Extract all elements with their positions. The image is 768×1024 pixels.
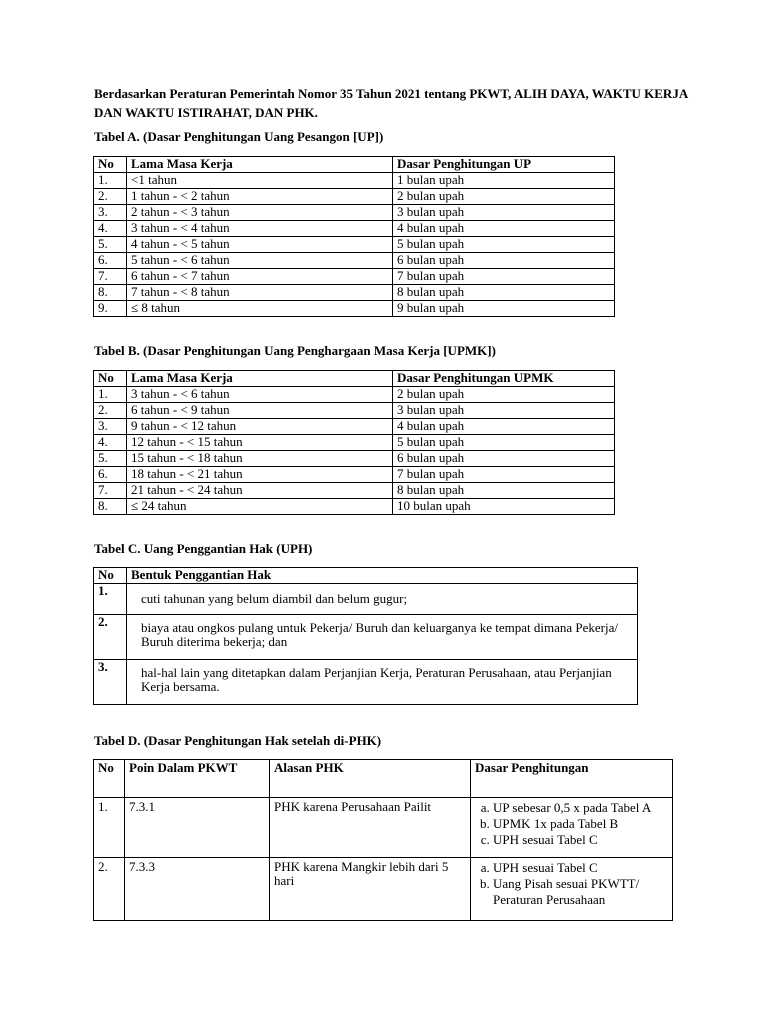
cell-no: 1. [94,584,127,615]
header-poin: Poin Dalam PKWT [125,760,270,798]
header-no: No [94,760,125,798]
cell-no: 4. [94,435,127,451]
cell-no: 5. [94,237,127,253]
cell-no: 4. [94,221,127,237]
cell-no: 7. [94,269,127,285]
table-row [94,499,615,515]
cell-lama: 3 tahun - < 6 tahun [127,387,393,403]
cell-dasar: 2 bulan upah [393,189,615,205]
table-row [94,435,615,451]
cell-bentuk: hal-hal lain yang ditetapkan dalam Perjanjian Kerja, Peraturan Perusahaan, atau Perjanjian Kerja bersama. [127,660,638,705]
table-row [94,403,615,419]
header-no: No [94,371,127,387]
cell-no: 1. [94,798,125,858]
cell-lama: ≤ 24 tahun [127,499,393,515]
table-row [94,798,673,858]
cell-dasar: 4 bulan upah [393,221,615,237]
cell-no: 3. [94,205,127,221]
dasar-list [475,860,668,908]
cell-no: 6. [94,253,127,269]
cell-lama: 18 tahun - < 21 tahun [127,467,393,483]
list-item: a. UPH sesuai Tabel C [493,860,668,876]
table-row [94,451,615,467]
cell-no: 1. [94,387,127,403]
table-header-row [94,568,638,584]
list-item: b. Uang Pisah sesuai PKWTT/ Peraturan Perusahaan [493,876,668,908]
cell-dasar: 3 bulan upah [393,403,615,419]
table-row [94,615,638,660]
cell-dasar: 5 bulan upah [393,237,615,253]
cell-no: 9. [94,301,127,317]
table-row [94,483,615,499]
cell-lama: 4 tahun - < 5 tahun [127,237,393,253]
cell-alasan: PHK karena Perusahaan Pailit [270,798,471,858]
cell-dasar [471,798,673,858]
intro-text: Berdasarkan Peraturan Pemerintah Nomor 35 Tahun 2021 tentang PKWT, ALIH DAYA, WAKTU KERJA DAN WAKTU ISTIRAHAT, DAN PHK. [94,86,688,120]
cell-lama: 3 tahun - < 4 tahun [127,221,393,237]
header-no: No [94,568,127,584]
cell-dasar: 7 bulan upah [393,269,615,285]
table-row [94,301,615,317]
cell-dasar: 2 bulan upah [393,387,615,403]
cell-dasar: 3 bulan upah [393,205,615,221]
cell-lama: <1 tahun [127,173,393,189]
table-row [94,584,638,615]
table-row [94,285,615,301]
table-row [94,269,615,285]
header-bentuk-penggantian: Bentuk Penggantian Hak [127,568,638,584]
cell-lama: 21 tahun - < 24 tahun [127,483,393,499]
cell-poin: 7.3.3 [125,858,270,921]
table-header-row [94,157,615,173]
table-c-caption: Tabel C. Uang Penggantian Hak (UPH) [94,541,313,556]
table-row [94,189,615,205]
list-item: c. UPH sesuai Tabel C [493,832,668,848]
cell-lama: 9 tahun - < 12 tahun [127,419,393,435]
cell-no: 1. [94,173,127,189]
table-row [94,419,615,435]
cell-lama: 7 tahun - < 8 tahun [127,285,393,301]
table-header-row [94,371,615,387]
header-dasar-penghitungan: Dasar Penghitungan UPMK [393,371,615,387]
cell-bentuk: biaya atau ongkos pulang untuk Pekerja/ Buruh dan keluarganya ke tempat dimana Pekerja/ Buruh diterima bekerja; dan [127,615,638,660]
table-a [93,156,615,317]
cell-lama: 12 tahun - < 15 tahun [127,435,393,451]
cell-lama: 1 tahun - < 2 tahun [127,189,393,205]
header-dasar: Dasar Penghitungan [471,760,673,798]
table-header-row [94,760,673,798]
table-row [94,660,638,705]
list-item: b. UPMK 1x pada Tabel B [493,816,668,832]
table-row [94,387,615,403]
cell-alasan: PHK karena Mangkir lebih dari 5 hari [270,858,471,921]
dasar-list [475,800,668,848]
cell-lama: 2 tahun - < 3 tahun [127,205,393,221]
table-d [93,759,673,921]
cell-dasar: 6 bulan upah [393,253,615,269]
cell-no: 5. [94,451,127,467]
cell-lama: 5 tahun - < 6 tahun [127,253,393,269]
cell-dasar: 1 bulan upah [393,173,615,189]
cell-dasar [471,858,673,921]
cell-lama: 6 tahun - < 9 tahun [127,403,393,419]
table-c [93,567,638,705]
cell-lama: 15 tahun - < 18 tahun [127,451,393,467]
cell-dasar: 6 bulan upah [393,451,615,467]
cell-no: 8. [94,285,127,301]
table-d-caption: Tabel D. (Dasar Penghitungan Hak setelah di-PHK) [94,733,382,748]
header-no: No [94,157,127,173]
cell-bentuk: cuti tahunan yang belum diambil dan belum gugur; [127,584,638,615]
cell-lama: ≤ 8 tahun [127,301,393,317]
table-row [94,467,615,483]
cell-no: 2. [94,858,125,921]
header-lama-masa-kerja: Lama Masa Kerja [127,371,393,387]
cell-lama: 6 tahun - < 7 tahun [127,269,393,285]
table-row [94,253,615,269]
cell-no: 8. [94,499,127,515]
cell-no: 3. [94,419,127,435]
table-b [93,370,615,515]
cell-poin: 7.3.1 [125,798,270,858]
table-row [94,237,615,253]
cell-no: 7. [94,483,127,499]
table-a-caption: Tabel A. (Dasar Penghitungan Uang Pesangon [UP]) [94,129,384,144]
cell-dasar: 8 bulan upah [393,285,615,301]
cell-dasar: 4 bulan upah [393,419,615,435]
cell-no: 2. [94,615,127,660]
header-alasan: Alasan PHK [270,760,471,798]
table-row [94,858,673,921]
table-row [94,173,615,189]
cell-dasar: 5 bulan upah [393,435,615,451]
table-row [94,221,615,237]
cell-no: 6. [94,467,127,483]
header-dasar-penghitungan: Dasar Penghitungan UP [393,157,615,173]
table-row [94,205,615,221]
header-lama-masa-kerja: Lama Masa Kerja [127,157,393,173]
cell-dasar: 8 bulan upah [393,483,615,499]
cell-dasar: 10 bulan upah [393,499,615,515]
cell-no: 3. [94,660,127,705]
table-b-caption: Tabel B. (Dasar Penghitungan Uang Penghargaan Masa Kerja [UPMK]) [94,343,496,358]
list-item: a. UP sebesar 0,5 x pada Tabel A [493,800,668,816]
cell-dasar: 9 bulan upah [393,301,615,317]
cell-no: 2. [94,403,127,419]
cell-no: 2. [94,189,127,205]
cell-dasar: 7 bulan upah [393,467,615,483]
